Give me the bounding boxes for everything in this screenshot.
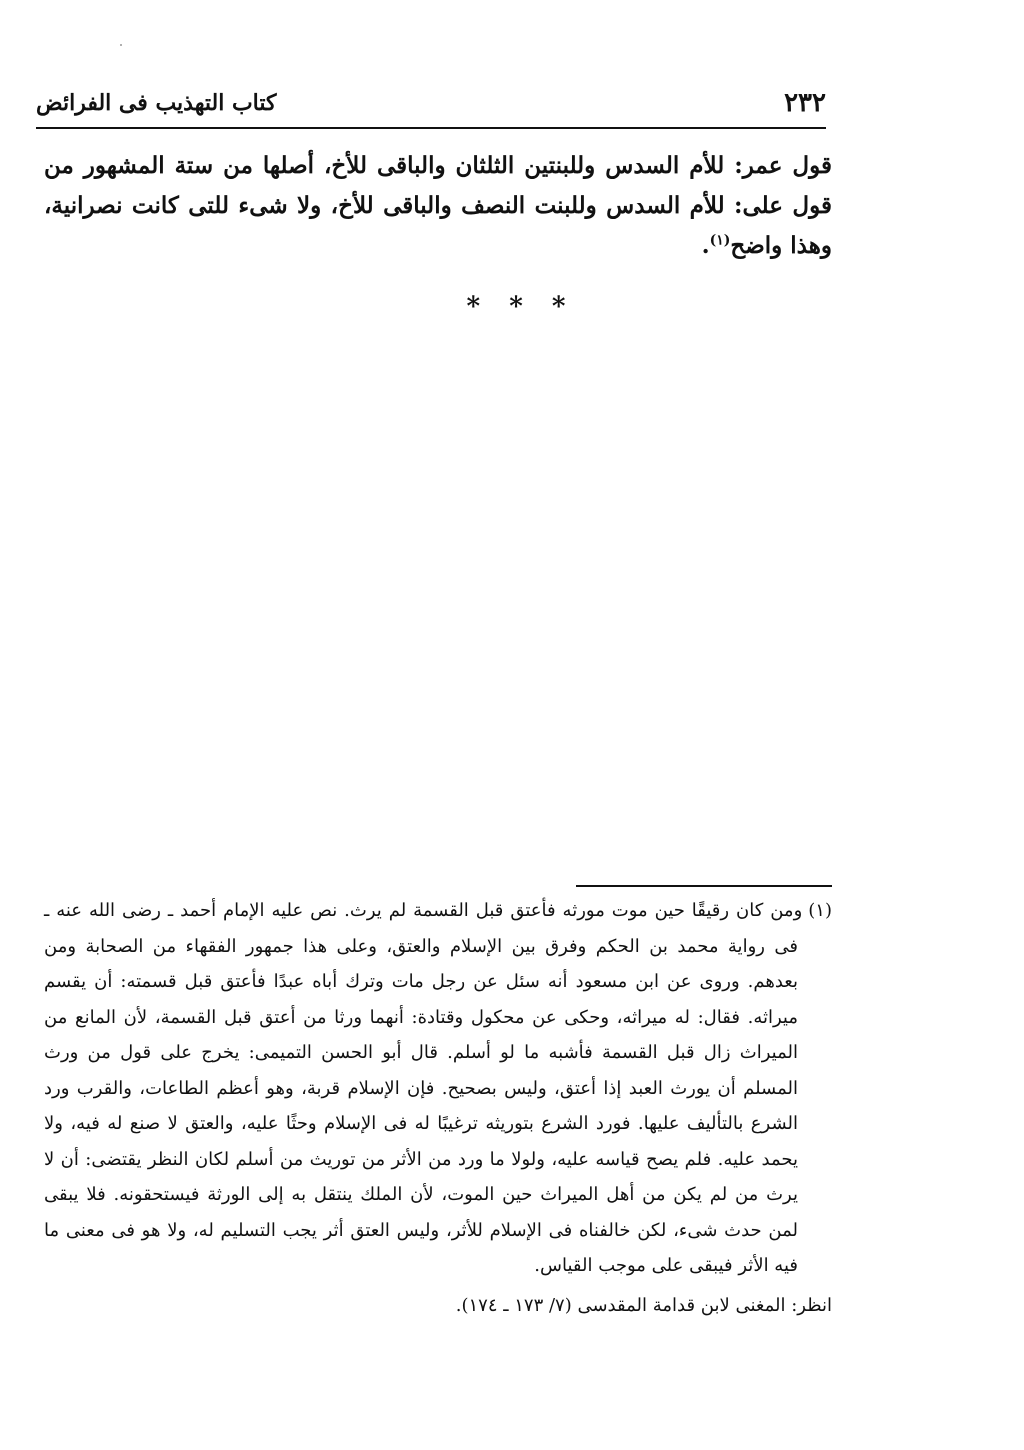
header-rule: [36, 127, 826, 129]
footnote-source: انظر: المغنى لابن قدامة المقدسى (٧/ ١٧٣ ـ ١٧٤).: [455, 1294, 832, 1316]
footnote-reference: (١): [709, 232, 731, 249]
running-header: [36, 86, 826, 126]
footnotes: [44, 893, 832, 1323]
scan-artifact-dot: [120, 44, 122, 46]
footnote-text: ومن كان رقيقًا حين موت مورثه فأعتق قبل القسمة لم يرث. نص عليه الإمام أحمد ـ رضى الله عنه ـ فى رواية محمد بن الحكم وفرق بين الإسلام والعتق، وعلى هذا جمهور الفقهاء من الصحابة ومن بعدهم. وروى عن ابن مسعود أنه سئل عن رجل مات وترك أباه عبدًا فأعتق قبل قسمته: أن يقسم ميراثه. فقال: له ميراثه، وحكى عن محكول وقتادة: أنهما ورثا من أعتق قبل القسمة، لأن المانع من الميراث زال قبل القسمة فأشبه ما لو أسلم. قال أبو الحسن التميمى: يخرج على قول من ورث المسلم أن يورث العبد إذا أعتق، وليس بصحيح. فإن الإسلام قربة، وهو أعظم الطاعات، والقرب ورد الشرع بالتأليف عليها. فورد الشرع بتوريثه ترغيبًا له فى الإسلام وحثًا عليه، والعتق لا صنع له فيه، ولا يحمد عليه. فلم يصح قياسه عليه، ولولا ما ورد من الأثر من توريث من أسلم لكان النظر يقتضى: أن لا يرث من لم يكن من أهل الميراث حين الموت، لأن الملك ينتقل به إلى الورثة فيستحقونه. فلا يبقى لمن حدث شىء، لكن خالفناه فى الإسلام للأثر، وليس العتق أثر يجب التسليم له، ولا هو فى معنى ما فيه الأثر فيبقى على موجب القياس.: [44, 900, 803, 1276]
page-number: ٢٣٢: [784, 88, 826, 118]
main-paragraph-text: قول عمر: للأم السدس وللبنتين الثلثان والباقى للأخ، أصلها من ستة المشهور من قول على: للأم السدس وللبنت النصف والباقى للأخ، ولا شىء للتى كانت نصرانية، وهذا واضح: [44, 152, 832, 259]
main-paragraph: [44, 146, 832, 266]
book-title: كتاب التهذيب فى الفرائض: [36, 90, 277, 116]
footnote-1: [44, 893, 832, 1284]
paragraph-period: .: [701, 232, 710, 259]
footnote-rule: [576, 885, 832, 887]
section-separator: * * *: [466, 292, 576, 322]
footnote-marker: (١): [808, 900, 832, 921]
